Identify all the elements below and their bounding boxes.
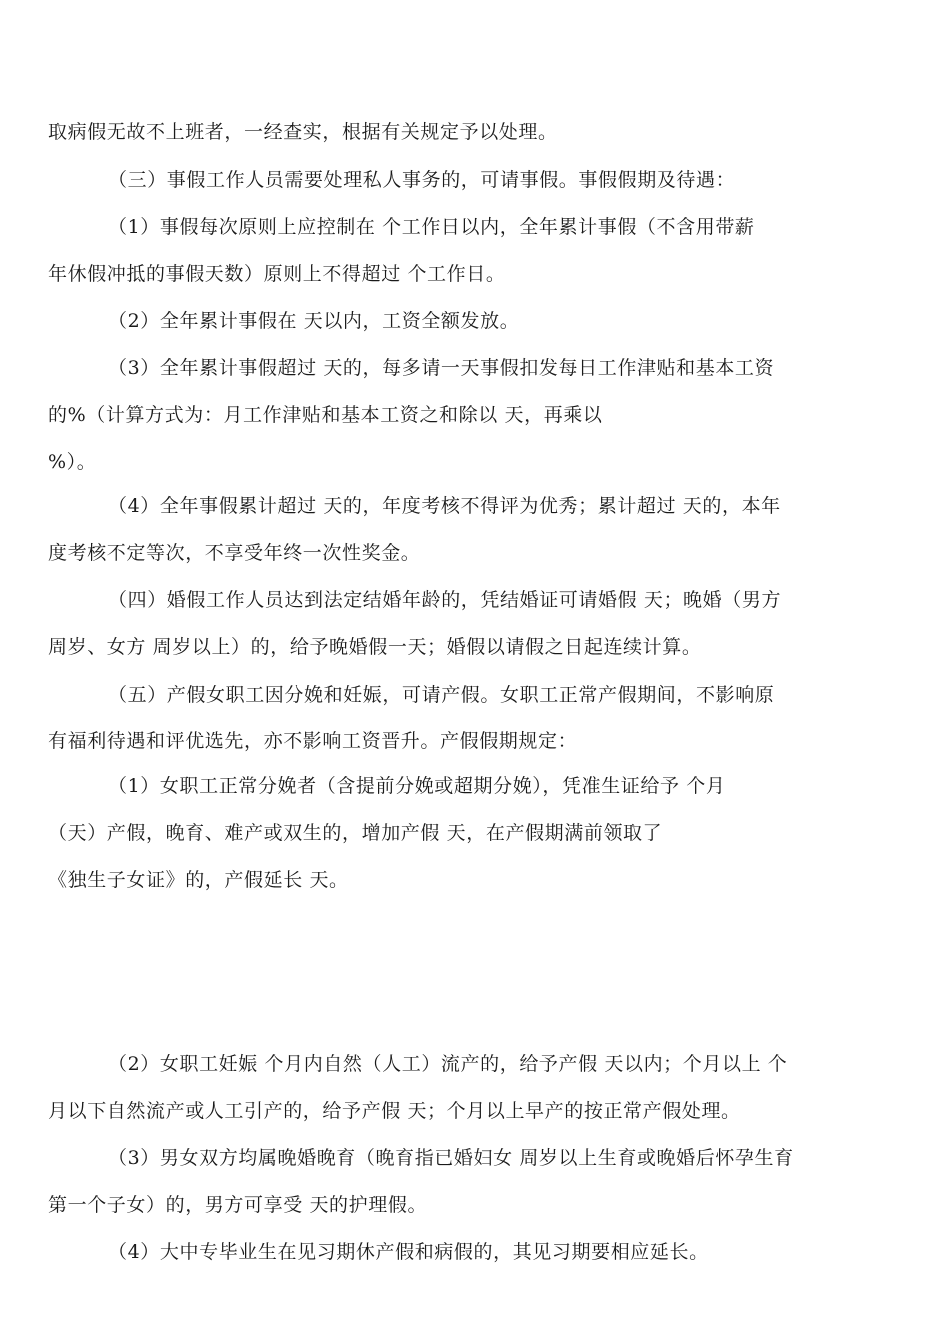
text-line: （1）事假每次原则上应控制在 个工作日以内，全年累计事假（不含用带薪 bbox=[108, 216, 755, 238]
text-line: %）。 bbox=[48, 451, 97, 473]
text-line: （3）全年累计事假超过 天的，每多请一天事假扣发每日工作津贴和基本工资 bbox=[108, 357, 775, 379]
text-line: 周岁、女方 周岁以上）的，给予晚婚假一天；婚假以请假之日起连续计算。 bbox=[48, 636, 702, 658]
text-line: （4）全年事假累计超过 天的，年度考核不得评为优秀；累计超过 天的，本年 bbox=[108, 495, 781, 517]
text-line: 有福利待遇和评优选先，亦不影响工资晋升。产假假期规定： bbox=[48, 730, 578, 752]
text-line: 《独生子女证》的，产假延长 天。 bbox=[48, 869, 349, 891]
text-line: 年休假冲抵的事假天数）原则上不得超过 个工作日。 bbox=[48, 263, 506, 285]
text-line: 取病假无故不上班者，一经查实，根据有关规定予以处理。 bbox=[48, 121, 558, 143]
text-line: 第一个子女）的，男方可享受 天的护理假。 bbox=[48, 1194, 428, 1216]
text-line: （2）全年累计事假在 天以内，工资全额发放。 bbox=[108, 310, 520, 332]
text-line: （3）男女双方均属晚婚晚育（晚育指已婚妇女 周岁以上生育或晚婚后怀孕生育 bbox=[108, 1147, 794, 1169]
text-line: （天）产假，晚育、难产或双生的，增加产假 天，在产假期满前领取了 bbox=[48, 822, 663, 844]
text-line: （四）婚假工作人员达到法定结婚年龄的，凭结婚证可请婚假 天；晚婚（男方 bbox=[108, 589, 782, 611]
text-line: （4）大中专毕业生在见习期休产假和病假的，其见习期要相应延长。 bbox=[108, 1241, 709, 1263]
text-line: 月以下自然流产或人工引产的，给予产假 天；个月以上早产的按正常产假处理。 bbox=[48, 1100, 741, 1122]
text-line: （2）女职工妊娠 个月内自然（人工）流产的，给予产假 天以内；个月以上 个 bbox=[108, 1053, 788, 1075]
text-line: （三）事假工作人员需要处理私人事务的，可请事假。事假假期及待遇： bbox=[108, 169, 736, 191]
text-line: 的%（计算方式为：月工作津贴和基本工资之和除以 天，再乘以 bbox=[48, 404, 603, 426]
text-line: （1）女职工正常分娩者（含提前分娩或超期分娩），凭准生证给予 个月 bbox=[108, 775, 726, 797]
text-line: （五）产假女职工因分娩和妊娠，可请产假。女职工正常产假期间，不影响原 bbox=[108, 684, 775, 706]
text-line: 度考核不定等次，不享受年终一次性奖金。 bbox=[48, 542, 421, 564]
